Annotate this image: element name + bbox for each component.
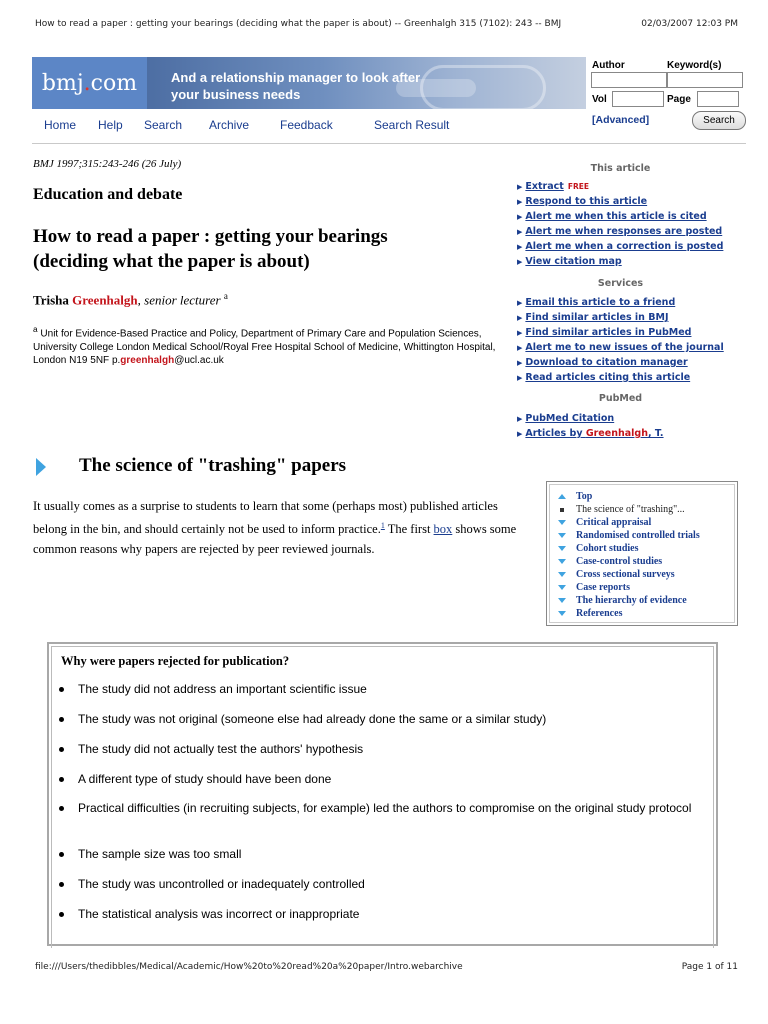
similar-bmj-link[interactable]: ▶ Find similar articles in BMJ [517,312,668,323]
article-citation [33,158,181,170]
arrow-down-icon [558,533,566,538]
articles-by-name: Greenhalgh [585,428,648,439]
affiliation-email-domain: @ucl.ac.uk [174,355,224,367]
alert-cited-link[interactable]: ▶ Alert me when this article is cited [517,211,707,222]
author-affiliation-marker: a [223,291,228,301]
reference-1-link[interactable]: 1 [380,521,385,530]
para-text-1: It usually comes as a surprise to students to learn that some (perhaps most) published articles belong in the bin, and should certainly not be used to inform practice. [33,499,498,537]
author-affiliation [33,323,503,368]
respond-link[interactable]: ▶ Respond to this article [517,196,647,207]
bmj-logo[interactable] [32,57,147,109]
article-toc [546,481,738,626]
pubmed-header: PubMed [598,393,643,404]
articles-by-suffix: , T. [647,428,664,439]
toc-label: Case reports [576,582,630,593]
arrow-down-icon [558,559,566,564]
articles-by-prefix: Articles by [525,428,586,439]
free-badge: FREE [567,182,589,191]
ad-text [171,69,420,103]
author-input[interactable] [591,72,667,88]
box-title: Why were papers rejected for publication? [61,654,290,668]
toc-label: Cohort studies [576,543,639,554]
print-header-title: How to read a paper : getting your bearings (deciding what the paper is about) -- Greenhalgh 315 (7102): 243 -- BMJ [35,19,562,29]
box-link[interactable]: box [433,522,453,537]
toc-label: Top [576,491,593,502]
logo-prefix: bmj [41,70,84,96]
square-bullet-icon [560,508,564,512]
logo-dot: . [83,70,91,96]
toc-label: Randomised controlled trials [576,530,700,541]
affiliation-text: Unit for Evidence-Based Practice and Policy, Department of Primary Care and Population Sciences, University College London Medical School/Royal Free Hospital School of Medicine, Whittington Hospital, London N19 5NF p. [33,328,496,367]
toc-inner [549,484,735,623]
list-item: The study was not original (someone else had already done the same or a similar study) [78,711,698,727]
ad-line-1: And a relationship manager to look after [171,70,421,85]
articles-by-author-link[interactable] [517,428,664,439]
extract-label: Extract [525,181,564,192]
nav-home[interactable]: Home [44,118,77,132]
article-author [33,291,228,308]
keyword-input[interactable] [667,72,743,88]
article-section: Education and debate [33,186,183,203]
nav-feedback[interactable]: Feedback [280,118,333,132]
author-first-name: Trisha [33,292,73,308]
toc-label: Cross sectional surveys [576,569,675,580]
site-banner [32,57,586,109]
rejection-reasons-box [47,642,718,946]
alert-responses-link[interactable]: ▶ Alert me when responses are posted [517,226,722,237]
section-arrow-icon [36,458,46,476]
services-header: Services [597,278,644,289]
print-footer [35,962,738,972]
toc-label: References [576,608,623,619]
nav-archive[interactable]: Archive [209,118,250,132]
advanced-search-link[interactable]: [Advanced] [592,114,650,126]
para-text-3: shows some common reasons why papers are rejected by peer reviewed journals. [33,522,517,557]
toc-label: Critical appraisal [576,517,652,528]
alert-correction-link[interactable]: ▶ Alert me when a correction is posted [517,241,723,252]
alert-issues-link[interactable]: ▶ Alert me to new issues of the journal [517,342,724,353]
read-citing-link[interactable]: ▶ Read articles citing this article [517,372,690,383]
list-item: A different type of study should have been done [78,771,698,787]
page-input[interactable] [697,91,739,107]
author-label: Author [592,60,625,71]
toc-label: Case-control studies [576,556,663,567]
nav-search-result[interactable]: Search Result [374,118,450,132]
para-text-2: The first [384,522,434,537]
title-line-1: How to read a paper : getting your bearings [33,226,388,247]
author-last-name[interactable]: Greenhalgh [72,292,138,308]
ad-line-2: your business needs [171,87,301,102]
box-inner [51,646,714,948]
banner-advertisement[interactable] [147,57,586,109]
affiliation-marker: a [33,324,38,334]
article-title [33,224,503,274]
page-label: Page [667,94,691,105]
print-header [35,19,738,29]
citation-map-link[interactable]: ▶ View citation map [517,256,622,267]
arrow-down-icon [558,611,566,616]
nav-help[interactable]: Help [98,118,123,132]
author-role: , senior lecturer [137,292,221,308]
toc-label: The science of "trashing"... [576,504,685,515]
search-button[interactable]: Search [692,111,746,130]
title-line-2: (deciding what the paper is about) [33,251,310,272]
list-item: The study did not address an important scientific issue [78,681,698,697]
list-item: The statistical analysis was incorrect or inappropriate [78,906,698,922]
this-article-header: This article [590,163,651,174]
list-item: The study was uncontrolled or inadequately controlled [78,876,698,892]
arrow-down-icon [558,598,566,603]
print-header-datetime: 02/03/2007 12:03 PM [641,19,738,29]
affiliation-email-name[interactable]: greenhalgh [120,355,175,367]
email-friend-link[interactable]: ▶ Email this article to a friend [517,297,675,308]
vol-input[interactable] [612,91,664,107]
list-item: The sample size was too small [78,846,698,862]
nav-search[interactable]: Search [144,118,183,132]
extract-link[interactable] [517,181,589,192]
logo-suffix: com [90,70,138,96]
vol-label: Vol [592,94,607,105]
print-footer-path: file:///Users/thedibbles/Medical/Academic/How%20to%20read%20a%20paper/Intro.webarchive [35,962,463,972]
list-item: Practical difficulties (in recruiting subjects, for example) led the authors to compromise on the original study protocol [78,800,698,816]
download-citation-link[interactable]: ▶ Download to citation manager [517,357,688,368]
toc-label: The hierarchy of evidence [576,595,687,606]
citation-text: BMJ 1997;315:243-246 (26 July) [33,158,182,170]
arrow-down-icon [558,585,566,590]
print-footer-page: Page 1 of 11 [681,962,738,972]
pubmed-citation-link[interactable]: ▶ PubMed Citation [517,413,614,424]
arrow-up-icon [558,494,566,499]
nav-divider [32,143,746,144]
intro-paragraph [33,496,523,559]
keyword-label: Keyword(s) [667,60,722,71]
arrow-down-icon [558,520,566,525]
arrow-down-icon [558,572,566,577]
section-heading-text: The science of "trashing" papers [79,455,347,476]
list-item: The study did not actually test the authors' hypothesis [78,741,698,757]
similar-pubmed-link[interactable]: ▶ Find similar articles in PubMed [517,327,691,338]
arrow-down-icon [558,546,566,551]
